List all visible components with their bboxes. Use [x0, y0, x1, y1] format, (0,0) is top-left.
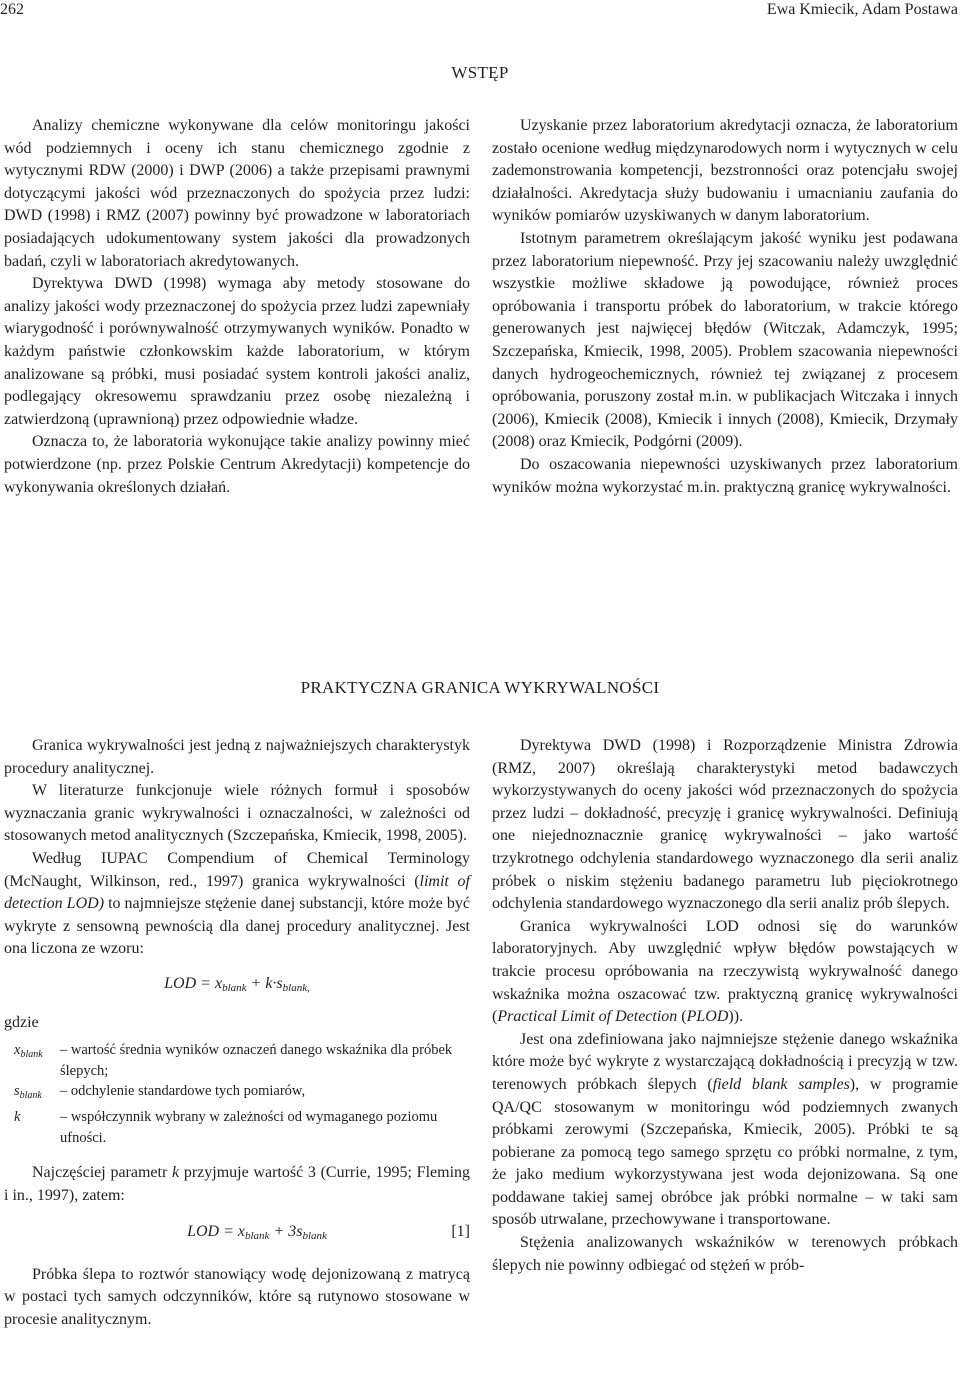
paragraph: Granica wykrywalności jest jedną z najważniejszych charakterystyk procedury analitycznej.	[4, 737, 470, 777]
definition-row: $s_{blank}$ – odchylenie standardowe tych pomiarów,	[14, 1083, 306, 1102]
paragraph: Analizy chemiczne wykonywane dla celów monitoringu jakości wód podziemnych i oceny ich stanu chemicznego zgodnie z wytycznymi RDW (2000) i DWP (2006) a także przepisami prawnymi dotyczącymi jakości wód przeznaczonych do spożycia przez ludzi: DWD (1998) i RMZ (2007) powinny być prowadzone w laboratoriach posiadających udokumentowany system jakości dla prowadzonych badań, czyli w laboratoriach akredytowanych.	[4, 117, 470, 270]
paragraph: Najczęściej parametr k przyjmuje wartość 3 (Currie, 1995; Fleming i in., 1997), zatem:	[4, 1164, 471, 1204]
paragraph: W literaturze funkcjonuje wiele różnych formuł i sposobów wyznaczania granic wykrywalności i oznaczalności, w zależności od stosowanych metod analitycznych (Szczepańska, Kmiecik, 1998, 2005).	[4, 782, 470, 845]
lod-left-column	[4, 735, 470, 1332]
running-title: Ewa Kmiecik, Adam Postawa	[766, 1, 958, 18]
equation-number: [1]	[451, 1223, 470, 1241]
term-italic: limit of detection LOD)	[4, 872, 470, 913]
paragraph: Próbka ślepa to roztwór stanowiący wodę dejonizowaną z matrycą w postaci tych samych odczynników, które są rutynowo stosowane w procesie analitycznym.	[4, 1265, 470, 1329]
paragraph: Dyrektywa DWD (1998) i Rozporządzenie Ministra Zdrowia (RMZ, 2007) określają charakterystyki metod badawczych wykorzystywanych do oceny jakości wód przeznaczonych do spożycia przez ludzi – dokładność, precyzję i granicę wykrywalności. Definiują one niejednoznacznie granicę wykrywalności – jako wartość trzykrotnego odchylenia standardowego wyznaczonego dla serii analiz próbek o niskim stężeniu badanego parametru lub pięciokrotnego odchylenia standardowego wyznaczonego dla serii analiz prób ślepych.	[492, 737, 958, 913]
lod-right-column	[492, 735, 958, 1277]
lod-formula: LOD = $x_{blank} + k\cdot s_{blank,}$	[164, 974, 310, 994]
definition-row: k – współczynnik wybrany w zależności od wymaganego poziomu ufności.	[14, 1108, 438, 1146]
lod-formula-1: LOD = $x_{blank} + 3s_{blank}$ [1]	[187, 1223, 470, 1243]
section-title-wstep: WSTĘP	[451, 63, 509, 82]
paragraph: Granica wykrywalności LOD odnosi się do warunków laboratoryjnych. Aby uwzględnić wpływ błędów powstających w trakcie procesu opróbowania na rzeczywistą wykrywalność danego wskaźnika można oszacować tzw. praktyczną granicę wykrywalności (Practical Limit of Detection (PLOD)).	[492, 917, 958, 1026]
paragraph: Istotnym parametrem określającym jakość wyniku jest podawana przez laboratorium niepewność. Przy jej szacowaniu należy uwzględnić wszystkie możliwe składowe ją powodujące, również proces opróbowania i transportu próbek do laboratorium, w trakcie którego generowanych jest najwięcej błędów (Witczak, Adamczyk, 1995; Szczepańska, Kmiecik, 1998, 2005). Problem szacowania niepewności danych hydrogeochemicznych, również tej związanej z procesem opróbowania, poruszony został m.in. w publikacjach Witczaka i innych (2006), Kmiecik (2008), Kmiecik i innych (2008), Kmiecik, Drzymały (2008) oraz Kmiecik, Podgórni (2009).	[492, 229, 958, 451]
intro-left-column	[4, 115, 470, 499]
page-header	[0, 0, 960, 24]
paragraph: Oznacza to, że laboratoria wykonujące takie analizy powinny mieć potwierdzone (np. przez Polskie Centrum Akredytacji) kompetencje do wykonywania określonych działań.	[4, 433, 470, 496]
paragraph: Dyrektywa DWD (1998) wymaga aby metody stosowane do analizy jakości wody przeznaczonej do spożycia przez ludzi zapewniały wiarygodność i porównywalność otrzymywanych wyników. Ponadto w każdym państwie członkowskim każde laboratorium, w którym analizowane są próbki, musi posiadać system kontroli jakości analiz, podlegający okresowemu sprawdzaniu przez osobę niezależną i zatwierdzoną (uprawnioną) przez odpowiednie władze.	[4, 275, 470, 428]
symbol-definitions	[4, 1040, 470, 1148]
definition-row: $x_{blank}$ – wartość średnia wyników oznaczeń danego wskaźnika dla próbek ślepych;	[14, 1042, 453, 1079]
gdzie-label: gdzie	[4, 1013, 39, 1031]
paragraph: Stężenia analizowanych wskaźników w terenowych próbkach ślepych nie powinny odbiegać od stężeń w prób-	[492, 1234, 958, 1274]
paragraph: Do oszacowania niepewności uzyskiwanych przez laboratorium wyników można wykorzystać m.in. praktyczną granicę wykrywalności.	[492, 455, 958, 496]
paragraph: Jest ona zdefiniowana jako najmniejsze stężenie danego wskaźnika które może być wykryte z wystarczającą dokładnością i precyzją w tzw. terenowych próbkach ślepych (field blank samples), w programie QA/QC stosowanym w monitoringu wód podziemnych zwanych próbkami zerowymi (Szczepańska, Kmiecik, 2005). Próbki te są pobierane za pomocą tego samego sprzętu co próbki normalne, z tym, że jako medium wykorzystywana jest woda dejonizowana. Są one poddawane takiej samej obróbce jak próbki normalne – w taki sam sposób utrwalane, przechowywane i transportowane.	[492, 1030, 958, 1229]
paragraph: Według IUPAC Compendium of Chemical Terminology (McNaught, Wilkinson, red., 1997) granica wykrywalności (limit of detection LOD) to najmniejsze stężenie danej substancji, które może być wykryte z sensowną pewnością dla danej procedury analitycznej. Jest ona liczona ze wzoru:	[4, 849, 470, 958]
section-title-praktyczna-granica: PRAKTYCZNA GRANICA WYKRYWALNOŚCI	[300, 678, 660, 697]
intro-right-column	[492, 115, 958, 499]
page-number: 262	[0, 1, 24, 18]
paragraph: Uzyskanie przez laboratorium akredytacji oznacza, że laboratorium zostało ocenione według międzynarodowych norm i wytycznych w celu zademonstrowania kompetencji, bezstronności oraz potencjału swojej działalności. Akredytacja służy budowaniu i umacnianiu zaufania do wyników pomiarów uzyskiwanych w danym laboratorium.	[492, 117, 958, 225]
